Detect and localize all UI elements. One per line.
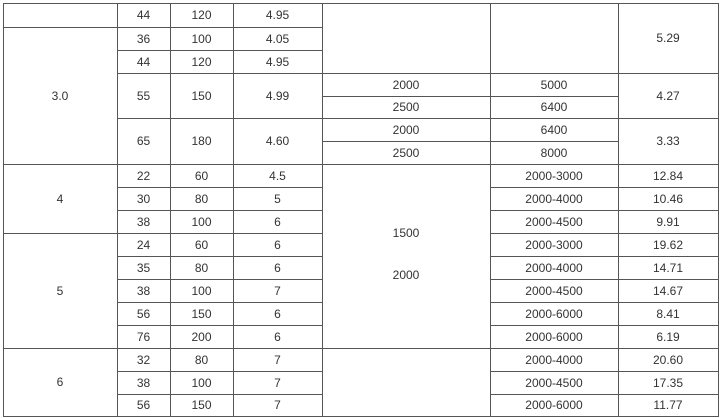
table-grid-line bbox=[490, 164, 619, 165]
table-cell-col-f-empty bbox=[490, 3, 618, 73]
table-cell-col-b: 36 bbox=[117, 27, 170, 50]
table-cell-col-f: 2000-6000 bbox=[490, 302, 618, 325]
table-grid-line bbox=[490, 416, 619, 417]
table-cell-col-d: 4.95 bbox=[233, 3, 322, 27]
table-cell-col-g: 11.77 bbox=[618, 394, 718, 416]
table-cell-col-g: 4.27 bbox=[618, 73, 718, 118]
table-cell-col-c: 180 bbox=[170, 118, 233, 164]
table-grid-line bbox=[490, 256, 619, 257]
table-cell-col-c: 200 bbox=[170, 325, 233, 348]
table-cell-col-b: 32 bbox=[117, 348, 170, 371]
table-grid-line bbox=[490, 348, 619, 349]
table-cell-col-c: 150 bbox=[170, 302, 233, 325]
table-cell-col-c: 80 bbox=[170, 348, 233, 371]
table-grid-line bbox=[618, 118, 719, 119]
group-cell-6: 6 bbox=[3, 348, 117, 416]
table-cell-col-g: 19.62 bbox=[618, 233, 718, 256]
table-cell-col-f: 2000-4500 bbox=[490, 371, 618, 394]
table-cell-col-e: 2000 bbox=[322, 118, 490, 141]
table-cell-col-b: 56 bbox=[117, 394, 170, 416]
table-grid-line bbox=[3, 27, 118, 28]
table-grid-line bbox=[322, 3, 491, 4]
table-grid-line bbox=[490, 210, 619, 211]
table-cell-col-e: 2500 bbox=[322, 96, 490, 118]
table-cell-col-f: 2000-4000 bbox=[490, 256, 618, 279]
table-grid-line bbox=[3, 416, 118, 417]
table-cell-col-e-empty bbox=[322, 3, 490, 73]
table-grid-line bbox=[3, 164, 118, 165]
table-grid-line bbox=[618, 416, 719, 417]
table-grid-line bbox=[490, 96, 619, 97]
table-cell-col-b: 30 bbox=[117, 187, 170, 210]
table-grid-line bbox=[490, 394, 619, 395]
merged-value-2: 2000 bbox=[392, 268, 420, 282]
table-grid-line bbox=[117, 187, 323, 188]
table-grid-line bbox=[117, 325, 323, 326]
table-cell-col-f: 2000-3000 bbox=[490, 233, 618, 256]
table-grid-line bbox=[117, 371, 323, 372]
table-grid-line bbox=[618, 210, 719, 211]
table-grid-line bbox=[618, 325, 719, 326]
table-grid-line bbox=[117, 302, 323, 303]
table-cell-col-b: 44 bbox=[117, 50, 170, 73]
table-cell-col-g: 8.41 bbox=[618, 302, 718, 325]
table-cell-col-c: 100 bbox=[170, 27, 233, 50]
table-cell-col-c: 80 bbox=[170, 256, 233, 279]
table-grid-line bbox=[618, 3, 719, 4]
table-grid-line bbox=[3, 3, 4, 417]
table-grid-line bbox=[3, 233, 118, 234]
table-cell-col-c: 120 bbox=[170, 3, 233, 27]
table-cell-col-d: 7 bbox=[233, 348, 322, 371]
table-grid-line bbox=[117, 279, 323, 280]
table-cell-col-b: 22 bbox=[117, 164, 170, 187]
table-cell-col-e: 2500 bbox=[322, 141, 490, 164]
table-grid-line bbox=[618, 394, 719, 395]
table-cell-col-f: 2000-4000 bbox=[490, 348, 618, 371]
table-grid-line bbox=[117, 256, 323, 257]
table-cell-col-b: 55 bbox=[117, 73, 170, 118]
table-grid-line bbox=[490, 325, 619, 326]
table-cell-col-f: 2000-3000 bbox=[490, 164, 618, 187]
table-grid-line bbox=[618, 3, 619, 417]
table-cell-col-e: 2000 bbox=[322, 73, 490, 96]
table-cell-col-e-merged bbox=[322, 164, 490, 348]
table-grid-line bbox=[117, 73, 323, 74]
table-cell-col-d: 7 bbox=[233, 279, 322, 302]
merged-values bbox=[393, 226, 420, 282]
table-grid-line bbox=[618, 164, 719, 165]
table-cell-col-d: 5 bbox=[233, 187, 322, 210]
table-cell-col-g: 10.46 bbox=[618, 187, 718, 210]
group-cell-5: 5 bbox=[3, 233, 117, 348]
table-cell-col-g: 12.84 bbox=[618, 164, 718, 187]
table-cell-col-b: 38 bbox=[117, 371, 170, 394]
table-grid-line bbox=[117, 233, 323, 234]
table-grid-line bbox=[490, 73, 619, 74]
table-cell-col-g: 9.91 bbox=[618, 210, 718, 233]
table-grid-line bbox=[322, 96, 491, 97]
table-cell-col-c: 100 bbox=[170, 371, 233, 394]
table-cell-col-b: 38 bbox=[117, 210, 170, 233]
table-cell-col-b: 24 bbox=[117, 233, 170, 256]
table-grid-line bbox=[233, 3, 234, 417]
table-cell-col-b: 44 bbox=[117, 3, 170, 27]
table-cell-col-b: 65 bbox=[117, 118, 170, 164]
table-cell-col-c: 80 bbox=[170, 187, 233, 210]
table-cell-col-b: 35 bbox=[117, 256, 170, 279]
table-cell-col-f: 2000-4000 bbox=[490, 187, 618, 210]
table-cell-col-g: 5.29 bbox=[618, 3, 718, 73]
table-cell-col-d: 4.5 bbox=[233, 164, 322, 187]
group-cell-4: 4 bbox=[3, 164, 117, 233]
table-grid-line bbox=[490, 187, 619, 188]
table-grid-line bbox=[117, 348, 323, 349]
table-grid-line bbox=[618, 348, 719, 349]
table-grid-line bbox=[117, 416, 323, 417]
table-grid-line bbox=[322, 416, 491, 417]
table-cell-col-b: 38 bbox=[117, 279, 170, 302]
table-grid-line bbox=[117, 27, 323, 28]
table-grid-line bbox=[117, 394, 323, 395]
table-grid-line bbox=[117, 164, 323, 165]
table-grid-line bbox=[490, 302, 619, 303]
table-cell-col-c: 120 bbox=[170, 50, 233, 73]
table-grid-line bbox=[490, 118, 619, 119]
table-cell-col-c: 60 bbox=[170, 164, 233, 187]
table-cell-col-f: 8000 bbox=[490, 141, 618, 164]
group-cell-3-0: 3.0 bbox=[3, 27, 117, 164]
table-cell-col-g: 3.33 bbox=[618, 118, 718, 164]
table-grid-line bbox=[322, 118, 491, 119]
table-cell-col-d: 6 bbox=[233, 210, 322, 233]
table-cell-col-g: 14.71 bbox=[618, 256, 718, 279]
table-grid-line bbox=[490, 141, 619, 142]
table-cell-col-d: 4.60 bbox=[233, 118, 322, 164]
table-cell-col-d: 6 bbox=[233, 302, 322, 325]
table-grid-line bbox=[618, 233, 719, 234]
table-cell-col-c: 150 bbox=[170, 394, 233, 416]
table-cell-col-d: 6 bbox=[233, 325, 322, 348]
group-cell-empty-top bbox=[3, 3, 117, 27]
table-grid-line bbox=[117, 3, 323, 4]
table-grid-line bbox=[490, 279, 619, 280]
table-cell-col-b: 56 bbox=[117, 302, 170, 325]
table-grid-line bbox=[618, 371, 719, 372]
table-grid-line bbox=[322, 141, 491, 142]
table-cell-col-d: 7 bbox=[233, 394, 322, 416]
table-grid-line bbox=[618, 256, 719, 257]
table-grid-line bbox=[618, 187, 719, 188]
table-grid-line bbox=[718, 3, 719, 417]
table-grid-line bbox=[3, 348, 118, 349]
table-cell-col-f: 6400 bbox=[490, 118, 618, 141]
table-grid-line bbox=[618, 73, 719, 74]
table-grid-line bbox=[322, 164, 491, 165]
table-cell-col-c: 100 bbox=[170, 279, 233, 302]
table-grid-line bbox=[490, 371, 619, 372]
table-cell-col-c: 150 bbox=[170, 73, 233, 118]
table-cell-col-f: 2000-4500 bbox=[490, 279, 618, 302]
table-cell-col-d: 4.05 bbox=[233, 27, 322, 50]
table-cell-col-g: 6.19 bbox=[618, 325, 718, 348]
table-cell-col-f: 2000-6000 bbox=[490, 394, 618, 416]
table-cell-col-f: 6400 bbox=[490, 96, 618, 118]
table-cell-col-e-empty bbox=[322, 348, 490, 416]
table-cell-col-d: 7 bbox=[233, 371, 322, 394]
table-grid-line bbox=[322, 3, 323, 417]
table-grid-line bbox=[117, 118, 323, 119]
table-cell-col-d: 4.99 bbox=[233, 73, 322, 118]
table-grid-line bbox=[117, 3, 118, 417]
table-grid-line bbox=[490, 3, 619, 4]
table-grid-line bbox=[322, 348, 491, 349]
table-cell-col-b: 76 bbox=[117, 325, 170, 348]
table-cell-col-g: 14.67 bbox=[618, 279, 718, 302]
table-grid-line bbox=[322, 73, 491, 74]
table-grid-line bbox=[170, 3, 171, 417]
table-cell-col-g: 17.35 bbox=[618, 371, 718, 394]
table-grid-line bbox=[490, 3, 491, 417]
table-grid-line bbox=[618, 279, 719, 280]
table-cell-col-f: 2000-6000 bbox=[490, 325, 618, 348]
merged-value-1: 1500 bbox=[392, 226, 420, 240]
table-cell-col-c: 100 bbox=[170, 210, 233, 233]
table-grid-line bbox=[618, 302, 719, 303]
table-cell-col-f: 5000 bbox=[490, 73, 618, 96]
table-grid-line bbox=[490, 233, 619, 234]
table-grid-line bbox=[3, 3, 118, 4]
table-cell-col-d: 6 bbox=[233, 233, 322, 256]
table-cell-col-c: 60 bbox=[170, 233, 233, 256]
table-cell-col-f: 2000-4500 bbox=[490, 210, 618, 233]
table-cell-col-d: 4.95 bbox=[233, 50, 322, 73]
table-grid-line bbox=[117, 210, 323, 211]
table-cell-col-g: 20.60 bbox=[618, 348, 718, 371]
table-cell-col-d: 6 bbox=[233, 256, 322, 279]
table-grid-line bbox=[117, 50, 323, 51]
